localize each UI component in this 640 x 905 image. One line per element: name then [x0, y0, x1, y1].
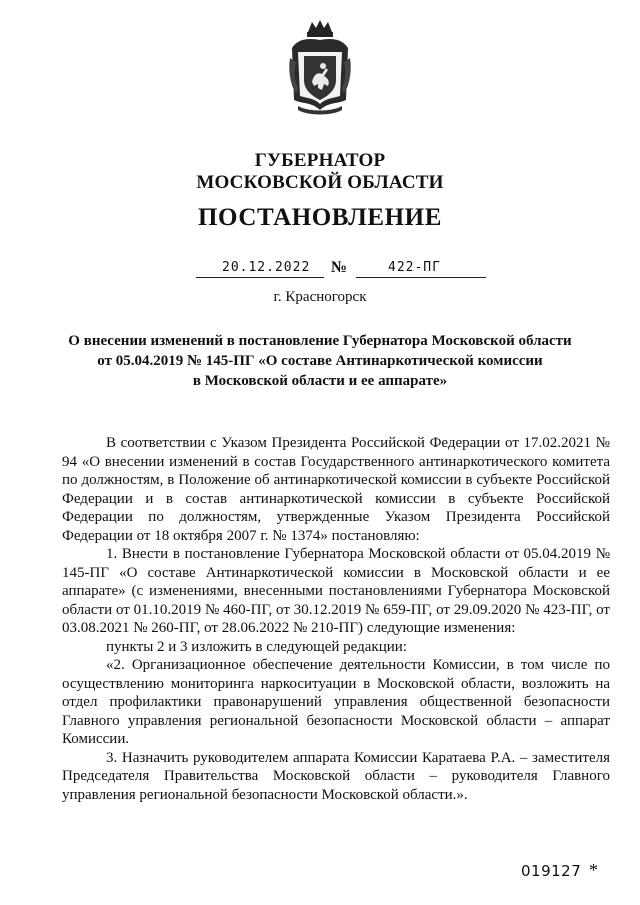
authority-region: МОСКОВСКОЙ ОБЛАСТИ — [196, 172, 444, 193]
new-clause-2-paragraph: «2. Организационное обеспечение деятельности Комиссии, в том числе по осуществлению мониторинга наркоситуации в Московской области, возложить на отдел профилактики правонарушений управления общественной безопасности Главного управления региональной безопасности Московской области – аппарат Комиссии. — [62, 657, 610, 747]
subject-line: О внесении изменений в постановление Губернатора Московской области — [68, 333, 572, 349]
number-sign: № — [331, 259, 348, 276]
subject-line: от 05.04.2019 № 145-ПГ «О составе Антинаркотической комиссии — [97, 353, 543, 369]
preamble-paragraph: В соответствии с Указом Президента Российской Федерации от 17.02.2021 № 94 «О внесении изменений в состав Государственного антинаркотического комитета по должностям, в Положение об антинаркотической комиссии в субъекте Российской Федерации и в состав антинаркотической комиссии в субъекте Российской Федерации по должностям, утвержденные Указом Президента Российской Федерации от 18 октября 2007 г. № 1374» постановляю: — [62, 435, 610, 544]
authority-title: ГУБЕРНАТОР — [254, 150, 386, 171]
place-of-issue: г. Красногорск — [273, 289, 367, 305]
registry-stamp-number: 019127 — [521, 862, 582, 880]
issuing-authority — [0, 150, 640, 194]
date-underline — [196, 277, 324, 278]
document-type: ПОСТАНОВЛЕНИЕ — [197, 204, 443, 231]
document-date: 20.12.2022 — [222, 260, 311, 275]
asterisk-icon: * — [589, 860, 598, 880]
clause-1-paragraph: 1. Внести в постановление Губернатора Московской области от 05.04.2019 № 145-ПГ «О составе Антинаркотической комиссии в Московской области и ее аппарате» (с изменениями, внесенными постановлениями Губернатора Московской области от 01.10.2019 № 460-ПГ, от 30.12.2019 № 659-ПГ, от 29.09.2020 № 423-ПГ, от 03.08.2021 № 260-ПГ, от 28.06.2022 № 210-ПГ) следующие изменения: — [62, 546, 610, 636]
coat-of-arms-icon — [288, 18, 352, 118]
number-underline — [356, 277, 486, 278]
document-subject — [0, 331, 640, 391]
document-number: 422-ПГ — [388, 260, 441, 275]
subject-line: в Московской области и ее аппарате» — [192, 373, 448, 389]
registration-line — [0, 258, 640, 282]
new-clause-3-paragraph: 3. Назначить руководителем аппарата Комиссии Каратаева Р.А. – заместителя Председателя Правительства Московской области – руководителя Главного управления региональной безопасности Московской области.». — [62, 749, 610, 803]
document-body — [62, 434, 610, 804]
amendment-intro-paragraph: пункты 2 и 3 изложить в следующей редакции: — [106, 638, 407, 655]
